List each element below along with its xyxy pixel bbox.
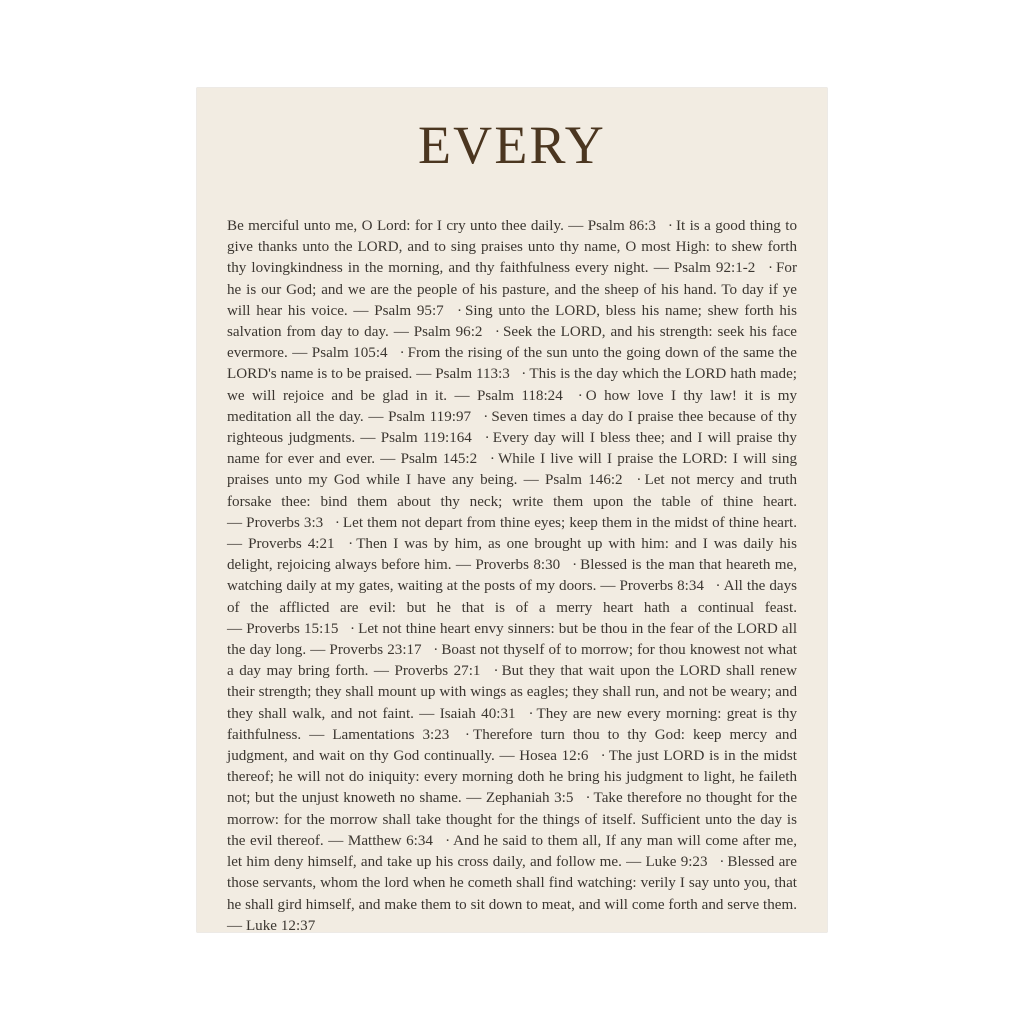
verse-reference: — Matthew 6:34 xyxy=(328,832,433,849)
verse-separator: · xyxy=(509,366,530,383)
verse-separator: · xyxy=(338,620,359,637)
verse-reference: — Luke 12:37 xyxy=(227,917,316,934)
verse-text: This is the day which the LORD hath made; we will rejoice and be glad in it. xyxy=(227,366,797,404)
verse-separator: · xyxy=(573,790,594,807)
verse-reference: — Psalm 113:3 xyxy=(416,366,510,383)
verse-reference: — Hosea 12:6 xyxy=(499,748,589,765)
verse-separator: · xyxy=(703,578,724,595)
verse-text: Seek the LORD, and his strength: seek his face evermore. xyxy=(227,324,798,362)
verse-text: Let not thine heart envy sinners: but be thou in the fear of the LORD all the day long. xyxy=(227,620,798,659)
verse-separator: · xyxy=(622,472,645,489)
verse-separator: · xyxy=(421,642,442,659)
verse-reference: — Psalm 96:2 xyxy=(393,324,483,341)
verse-text: The just LORD is in the midst thereof; he will not do iniquity: every morning doth he bring his judgment to light, he faileth not; but the unjust knoweth no shame. xyxy=(227,748,797,807)
verse-text: Therefore turn thou to thy God: keep mercy and judgment, and wait on thy God continually. xyxy=(227,726,797,765)
verse-separator: · xyxy=(655,218,676,234)
verse-text: Let not mercy and truth forsake thee: bind them about thy neck; write them upon the table of thine heart. xyxy=(227,472,798,510)
verse-reference: — Proverbs 4:21 xyxy=(227,536,335,553)
verse-separator: · xyxy=(562,387,586,404)
verse-reference: — Psalm 118:24 xyxy=(454,387,563,404)
verse-reference: — Isaiah 40:31 xyxy=(419,705,516,722)
verse-text: For he is our God; and we are the people of his pasture, and the sheep of his hand. To day if ye will hear his voice. xyxy=(227,260,797,319)
verse-separator: · xyxy=(449,726,473,743)
verse-text: It is a good thing to give thanks unto the LORD, and to sing praises unto thy name, O most High: to shew forth thy lovingkindness in the morning, and thy faithfulness every night. xyxy=(227,218,797,277)
verse-reference: — Proverbs 8:30 xyxy=(455,557,561,574)
verse-separator: · xyxy=(515,705,537,722)
verse-reference: — Psalm 105:4 xyxy=(292,345,388,362)
verse-text: From the rising of the sun unto the going down of the same the LORD's name is to be praised. xyxy=(227,345,797,383)
verse-separator: · xyxy=(755,260,777,277)
verse-text: Let them not depart from thine eyes; keep them in the midst of thine heart. xyxy=(342,514,797,531)
verse-reference: — Psalm 119:97 xyxy=(368,408,472,425)
scripture-poster xyxy=(197,88,827,932)
verse-reference: — Luke 9:23 xyxy=(626,854,708,871)
verse-text: Every day will I bless thee; and I will praise thy name for ever and ever. xyxy=(227,430,797,468)
verse-text: Seven times a day do I praise thee because of thy righteous judgments. xyxy=(227,408,797,447)
verse-text: Blessed are those servants, whom the lord when he cometh shall find watching: verily I say unto you, that he shall gird himself, and make them to sit down to meat, and will come forth and serve them. xyxy=(227,854,797,913)
verse-reference: — Lamentations 3:23 xyxy=(309,726,450,743)
verse-text: All the days of the afflicted are evil: but he that is of a merry heart hath a continual feast. xyxy=(227,578,797,616)
verse-reference: — Psalm 95:7 xyxy=(353,302,444,319)
verse-reference: — Proverbs 23:17 xyxy=(310,642,422,659)
verse-text: Take therefore no thought for the morrow: for the morrow shall take thought for the things of itself. Sufficient unto the day is the evil thereof. xyxy=(227,790,798,849)
verse-separator: · xyxy=(707,854,728,871)
verse-body-text xyxy=(227,216,797,937)
verse-separator: · xyxy=(387,345,408,362)
verse-text: But they that wait upon the LORD shall renew their strength; they shall mount up with wings as eagles; they shall run, and not be weary; and they shall walk, and not faint. xyxy=(227,663,798,722)
verse-separator: · xyxy=(323,514,343,531)
verse-reference: — Psalm 119:164 xyxy=(360,430,472,447)
verse-text: O how love I thy law! it is my meditation all the day. xyxy=(227,387,797,425)
verse-text: While I live will I praise the LORD: I will sing praises unto my God while I have any being. xyxy=(227,451,797,489)
verse-text: Then I was by him, as one brought up with him: and I was daily his delight, rejoicing always before him. xyxy=(227,536,797,574)
verse-separator: · xyxy=(471,408,492,425)
verse-text: Be merciful unto me, O Lord: for I cry unto thee daily. xyxy=(227,218,569,234)
verse-reference: — Psalm 92:1-2 xyxy=(653,260,756,277)
verse-separator: · xyxy=(560,557,581,574)
verse-separator: · xyxy=(443,302,466,319)
verse-reference: — Proverbs 3:3 xyxy=(227,514,324,531)
verse-text: Boast not thyself of to morrow; for thou knowest not what a day may bring forth. xyxy=(227,642,797,680)
verse-reference: — Zephaniah 3:5 xyxy=(466,790,574,807)
verse-reference: — Proverbs 27:1 xyxy=(373,663,481,680)
verse-separator: · xyxy=(432,832,454,849)
verse-text: They are new every morning: great is thy faithfulness. xyxy=(227,705,798,743)
verse-separator: · xyxy=(480,663,502,680)
verse-separator: · xyxy=(588,748,609,765)
verse-separator: · xyxy=(477,451,498,468)
verse-reference: — Psalm 86:3 xyxy=(568,218,656,234)
page-title: EVERY xyxy=(417,115,606,175)
verse-reference: — Proverbs 15:15 xyxy=(227,620,339,637)
verse-reference: — Psalm 146:2 xyxy=(523,472,623,489)
verse-reference: — Proverbs 8:34 xyxy=(600,578,704,595)
verse-text: Blessed is the man that heareth me, watching daily at my gates, waiting at the posts of my doors. xyxy=(227,557,798,595)
verse-separator: · xyxy=(482,324,503,341)
verse-text: And he said to them all, If any man will come after me, let him deny himself, and take up his cross daily, and follow me. xyxy=(227,832,797,871)
verse-reference: — Psalm 145:2 xyxy=(380,451,478,468)
verse-separator: · xyxy=(334,536,357,553)
verse-text: Sing unto the LORD, bless his name; shew forth his salvation from day to day. xyxy=(227,302,798,341)
verse-separator: · xyxy=(471,430,493,447)
